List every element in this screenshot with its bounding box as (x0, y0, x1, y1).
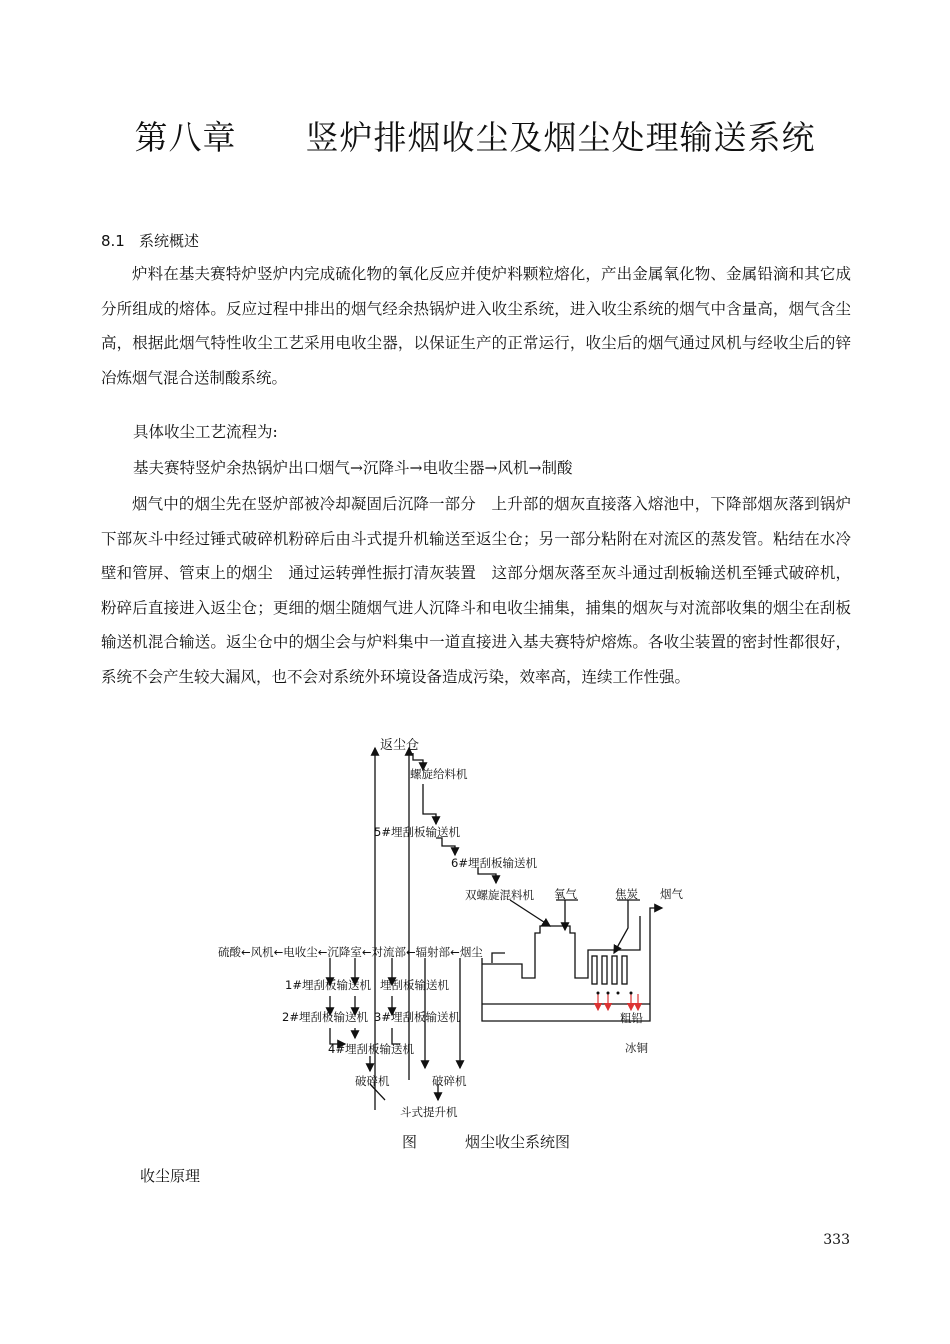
label-screw-feeder: 螺旋给料机 (410, 767, 468, 781)
dust-collection-diagram (210, 728, 710, 1128)
label-flue-gas: 烟气 (660, 887, 683, 901)
section-heading (101, 230, 199, 251)
page-number: 333 (823, 1232, 850, 1248)
label-coke: 焦炭 (615, 887, 638, 901)
label-scraper-5: 5#埋刮板输送机 (374, 825, 460, 839)
label-return-bin: 返尘仓 (380, 738, 420, 753)
chapter-title-text: 竖炉排烟收尘及烟尘处理输送系统 (305, 118, 816, 157)
chapter-title (0, 112, 950, 159)
label-scraper-4: 4#埋刮板输送机 (328, 1042, 414, 1056)
label-crusher-1: 破碎机 (355, 1074, 390, 1088)
paragraph-dust-description: 烟气中的烟尘先在竖炉部被冷却凝固后沉降一部分 上升部的烟灰直接落入熔池中，下降部烟灰落到锅炉下部灰斗中经过锤式破碎机粉碎后由斗式提升机输送至返尘仓；另一部分粘附在对流区的蒸发管。粘结在水冷壁和管屏、管束上的烟尘 通过运转弹性振打清灰装置 这部分烟灰落至灰斗通过刮板输送机至锤式破碎机，粉碎后直接进入返尘仓；更细的烟尘随烟气进人沉降斗和电收尘捕集，捕集的烟灰与对流部收集的烟尘在刮板输送机混合输送。返尘仓中的烟尘会与炉料集中一道直接进入基夫赛特炉熔炼。各收尘装置的密封性都很好，系统不会产生较大漏风，也不会对系统外环境设备造成污染，效率高，连续工作性强。 (101, 495, 851, 686)
diagram-lines (210, 728, 710, 1128)
paragraph-process-flow: 基夫赛特竖炉余热锅炉出口烟气→沉降斗→电收尘器→风机→制酸 (133, 459, 573, 477)
figure-caption-prefix: 图 (402, 1133, 418, 1151)
paragraph-process-intro: 具体收尘工艺流程为: (133, 423, 278, 441)
label-twin-screw-mixer: 双螺旋混料机 (465, 888, 534, 902)
paragraph-overview: 炉料在基夫赛特炉竖炉内完成硫化物的氧化反应并使炉料颗粒熔化，产出金属氧化物、金属铅滴和其它成分所组成的熔体。反应过程中排出的烟气经余热锅炉进入收尘系统，进入收尘系统的烟气中含量高，烟气含尘高，根据此烟气特性收尘工艺采用电收尘器，以保证生产的正常运行，收尘后的烟气通过风机与经收尘后的锌冶炼烟气混合送制酸系统。 (101, 265, 851, 387)
label-main-flow: 硫酸←风机←电收尘←沉降室←对流部←辐射部←烟尘 (218, 945, 483, 959)
label-bucket-elevator: 斗式提升机 (400, 1105, 458, 1119)
label-crusher-2: 破碎机 (432, 1074, 467, 1088)
label-scraper-2: 2#埋刮板输送机 (282, 1010, 368, 1024)
label-scraper-b: 埋刮板输送机 (380, 978, 449, 992)
chapter-label: 第八章 (134, 118, 237, 157)
subheading: 收尘原理 (140, 1167, 201, 1185)
label-scraper-3: 3#埋刮板输送机 (374, 1010, 460, 1024)
figure-caption-text: 烟尘收尘系统图 (465, 1133, 571, 1151)
label-scraper-6: 6#埋刮板输送机 (451, 856, 537, 870)
label-matte: 冰铜 (625, 1041, 648, 1055)
section-title: 系统概述 (139, 232, 200, 250)
label-oxygen: 氧气 (554, 887, 577, 901)
section-number: 8.1 (101, 232, 125, 250)
label-scraper-1: 1#埋刮板输送机 (285, 978, 371, 992)
label-crude-lead: 粗铅 (620, 1011, 643, 1025)
